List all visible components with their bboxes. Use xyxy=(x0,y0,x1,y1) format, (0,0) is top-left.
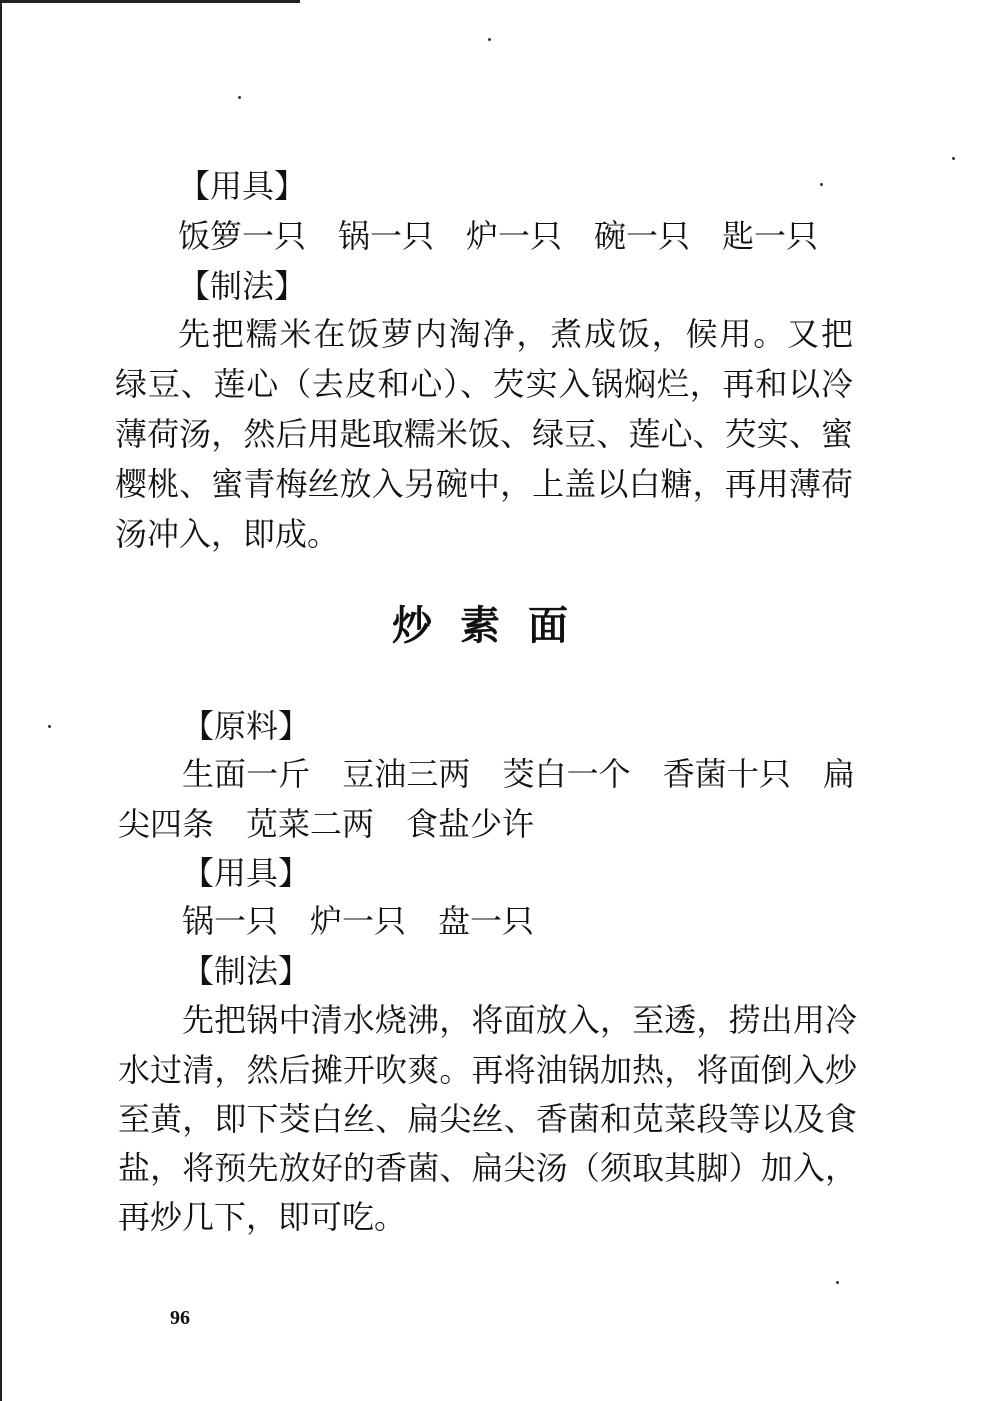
scan-border-top xyxy=(0,0,300,3)
method-line: 樱桃、蜜青梅丝放入另碗中，上盖以白糖，再用薄荷 xyxy=(115,465,853,503)
scan-speck xyxy=(820,183,823,186)
method-line: 盐，将预先放好的香菌、扁尖汤（须取其脚）加入， xyxy=(118,1149,857,1187)
ingredients-heading: 【原料】 xyxy=(182,707,311,745)
method-line: 先把锅中清水烧沸，将面放入，至透，捞出用冷 xyxy=(182,1001,857,1039)
tools-heading: 【用具】 xyxy=(178,167,307,205)
ingredient-line: 生面一斤 豆油三两 茭白一个 香菌十只 扁 xyxy=(182,755,855,793)
scan-speck xyxy=(488,38,491,41)
method-line: 至黄，即下茭白丝、扁尖丝、香菌和苋菜段等以及食 xyxy=(118,1100,857,1138)
tools-list: 锅一只 炉一只 盘一只 xyxy=(182,902,535,940)
method-heading: 【制法】 xyxy=(178,267,307,305)
scan-speck xyxy=(836,1281,839,1284)
tools-list: 饭箩一只 锅一只 炉一只 碗一只 匙一只 xyxy=(178,217,819,255)
tools-heading: 【用具】 xyxy=(182,854,311,892)
scan-speck xyxy=(952,157,955,160)
method-line: 水过清，然后摊开吹爽。再将油锅加热，将面倒入炒 xyxy=(118,1051,857,1089)
method-line: 绿豆、莲心（去皮和心）、芡实入锅焖烂，再和以冷 xyxy=(115,365,853,403)
recipe-title: 炒素面 xyxy=(392,602,596,649)
method-line: 先把糯米在饭萝内淘净，煮成饭，候用。又把 xyxy=(178,315,853,353)
scan-border-left xyxy=(0,0,2,1401)
ingredient-line: 尖四条 苋菜二两 食盐少许 xyxy=(118,805,535,843)
method-line: 汤冲入，即成。 xyxy=(115,515,340,553)
scan-speck xyxy=(48,725,51,728)
method-heading: 【制法】 xyxy=(182,952,311,990)
page-number: 96 xyxy=(170,1307,190,1329)
scan-speck xyxy=(238,96,241,99)
method-line: 再炒几下，即可吃。 xyxy=(118,1198,407,1236)
method-line: 薄荷汤，然后用匙取糯米饭、绿豆、莲心、芡实、蜜 xyxy=(115,415,853,453)
